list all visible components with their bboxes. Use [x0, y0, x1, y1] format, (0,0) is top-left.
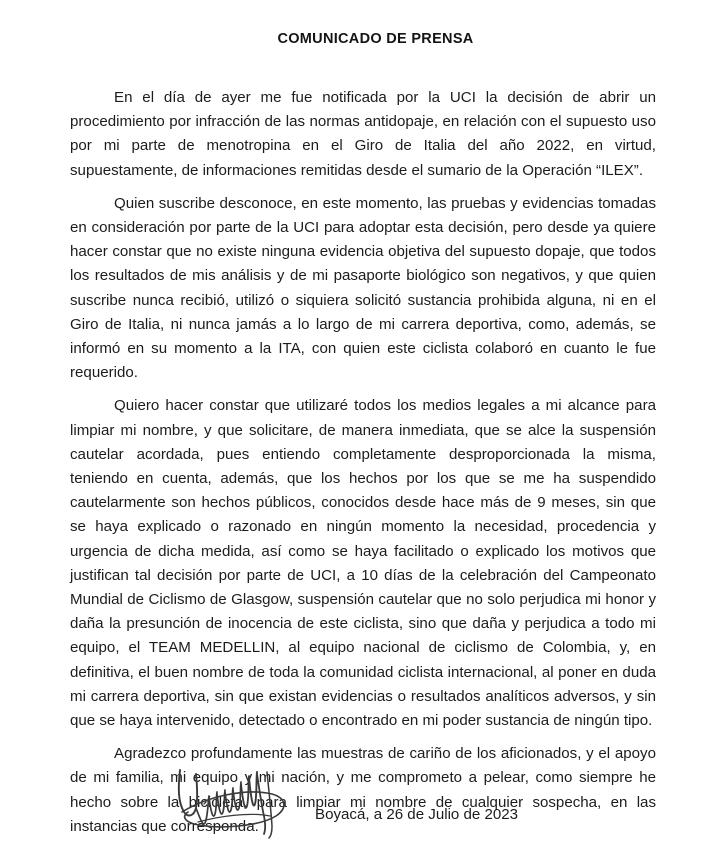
paragraph-3: Quiero hacer constar que utilizaré todos los medios legales a mi alcance para limpiar mi nombre, y que solicitare, de manera inmediata, que se alce la suspensión cautelar acordada, pues entiendo completamente desproporcionada la misma, teniendo en cuenta, además, que los hechos por los que se me ha suspendido cautelarmente son hechos públicos, conocidos desde hace más de 9 meses, sin que se haya explicado o razonado en ningún momento la necesidad, procedencia y urgencia de dicha medida, así como se haya facilitado o explicado los motivos que justifican tal decisión por parte de UCI, a 10 días de la celebración del Campeonato Mundial de Ciclismo de Glasgow, suspensión cautelar que no solo perjudica mi honor y daña la presunción de inocencia de este ciclista, sino que daña y perjudica a todo mi equipo, el TEAM MEDELLIN, al equipo nacional de ciclismo de Colombia, y, en definitiva, el buen nombre de toda la comunidad ciclista internacional, al poner en duda mi carrera deportiva, sin que existan evidencias o resultados analíticos adversos, y sin que se haya intervenido, detectado o encontrado en mi poder sustancia de ningún tipo.: [70, 397, 656, 730]
paragraph-4: Agradezco profundamente las muestras de cariño de los aficionados, y el apoyo de mi familia, mi equipo y mi nación, y me comprometo a pelear, como siempre he hecho sobre la bicicleta, para limpiar mi nombre de cualquier sospecha, en las instancias que corresponda.: [70, 745, 656, 835]
document-date: Boyacá, a 26 de Julio de 2023: [315, 806, 519, 823]
signature-block: [70, 768, 656, 840]
document-body: [70, 86, 656, 839]
document-title: COMUNICADO DE PRENSA: [277, 31, 474, 47]
handwritten-signature-icon: [168, 768, 308, 840]
paragraph-2: Quien suscribe desconoce, en este momento, las pruebas y evidencias tomadas en consideración por parte de la UCI para adoptar esta decisión, pero desde ya quiere hacer constar que no existe ninguna evidencia objetiva del supuesto dopaje, que todos los resultados de mis análisis y de mi pasaporte biológico son negativos, y que quien suscribe nunca recibió, utilizó o siquiera solicitó sustancia prohibida alguna, ni en el Giro de Italia, ni nunca jamás a lo largo de mi carrera deportiva, como, además, se informó en su momento a la ITA, con quien este ciclista colaboró en cuanto le fue requerido.: [70, 194, 656, 382]
paragraph-1: En el día de ayer me fue notificada por la UCI la decisión de abrir un procedimiento por infracción de las normas antidopaje, en relación con el supuesto uso por mi parte de menotropina en el Giro de Italia del año 2022, en virtud, supuestamente, de informaciones remitidas desde el sumario de la Operación “ILEX”.: [70, 89, 656, 179]
